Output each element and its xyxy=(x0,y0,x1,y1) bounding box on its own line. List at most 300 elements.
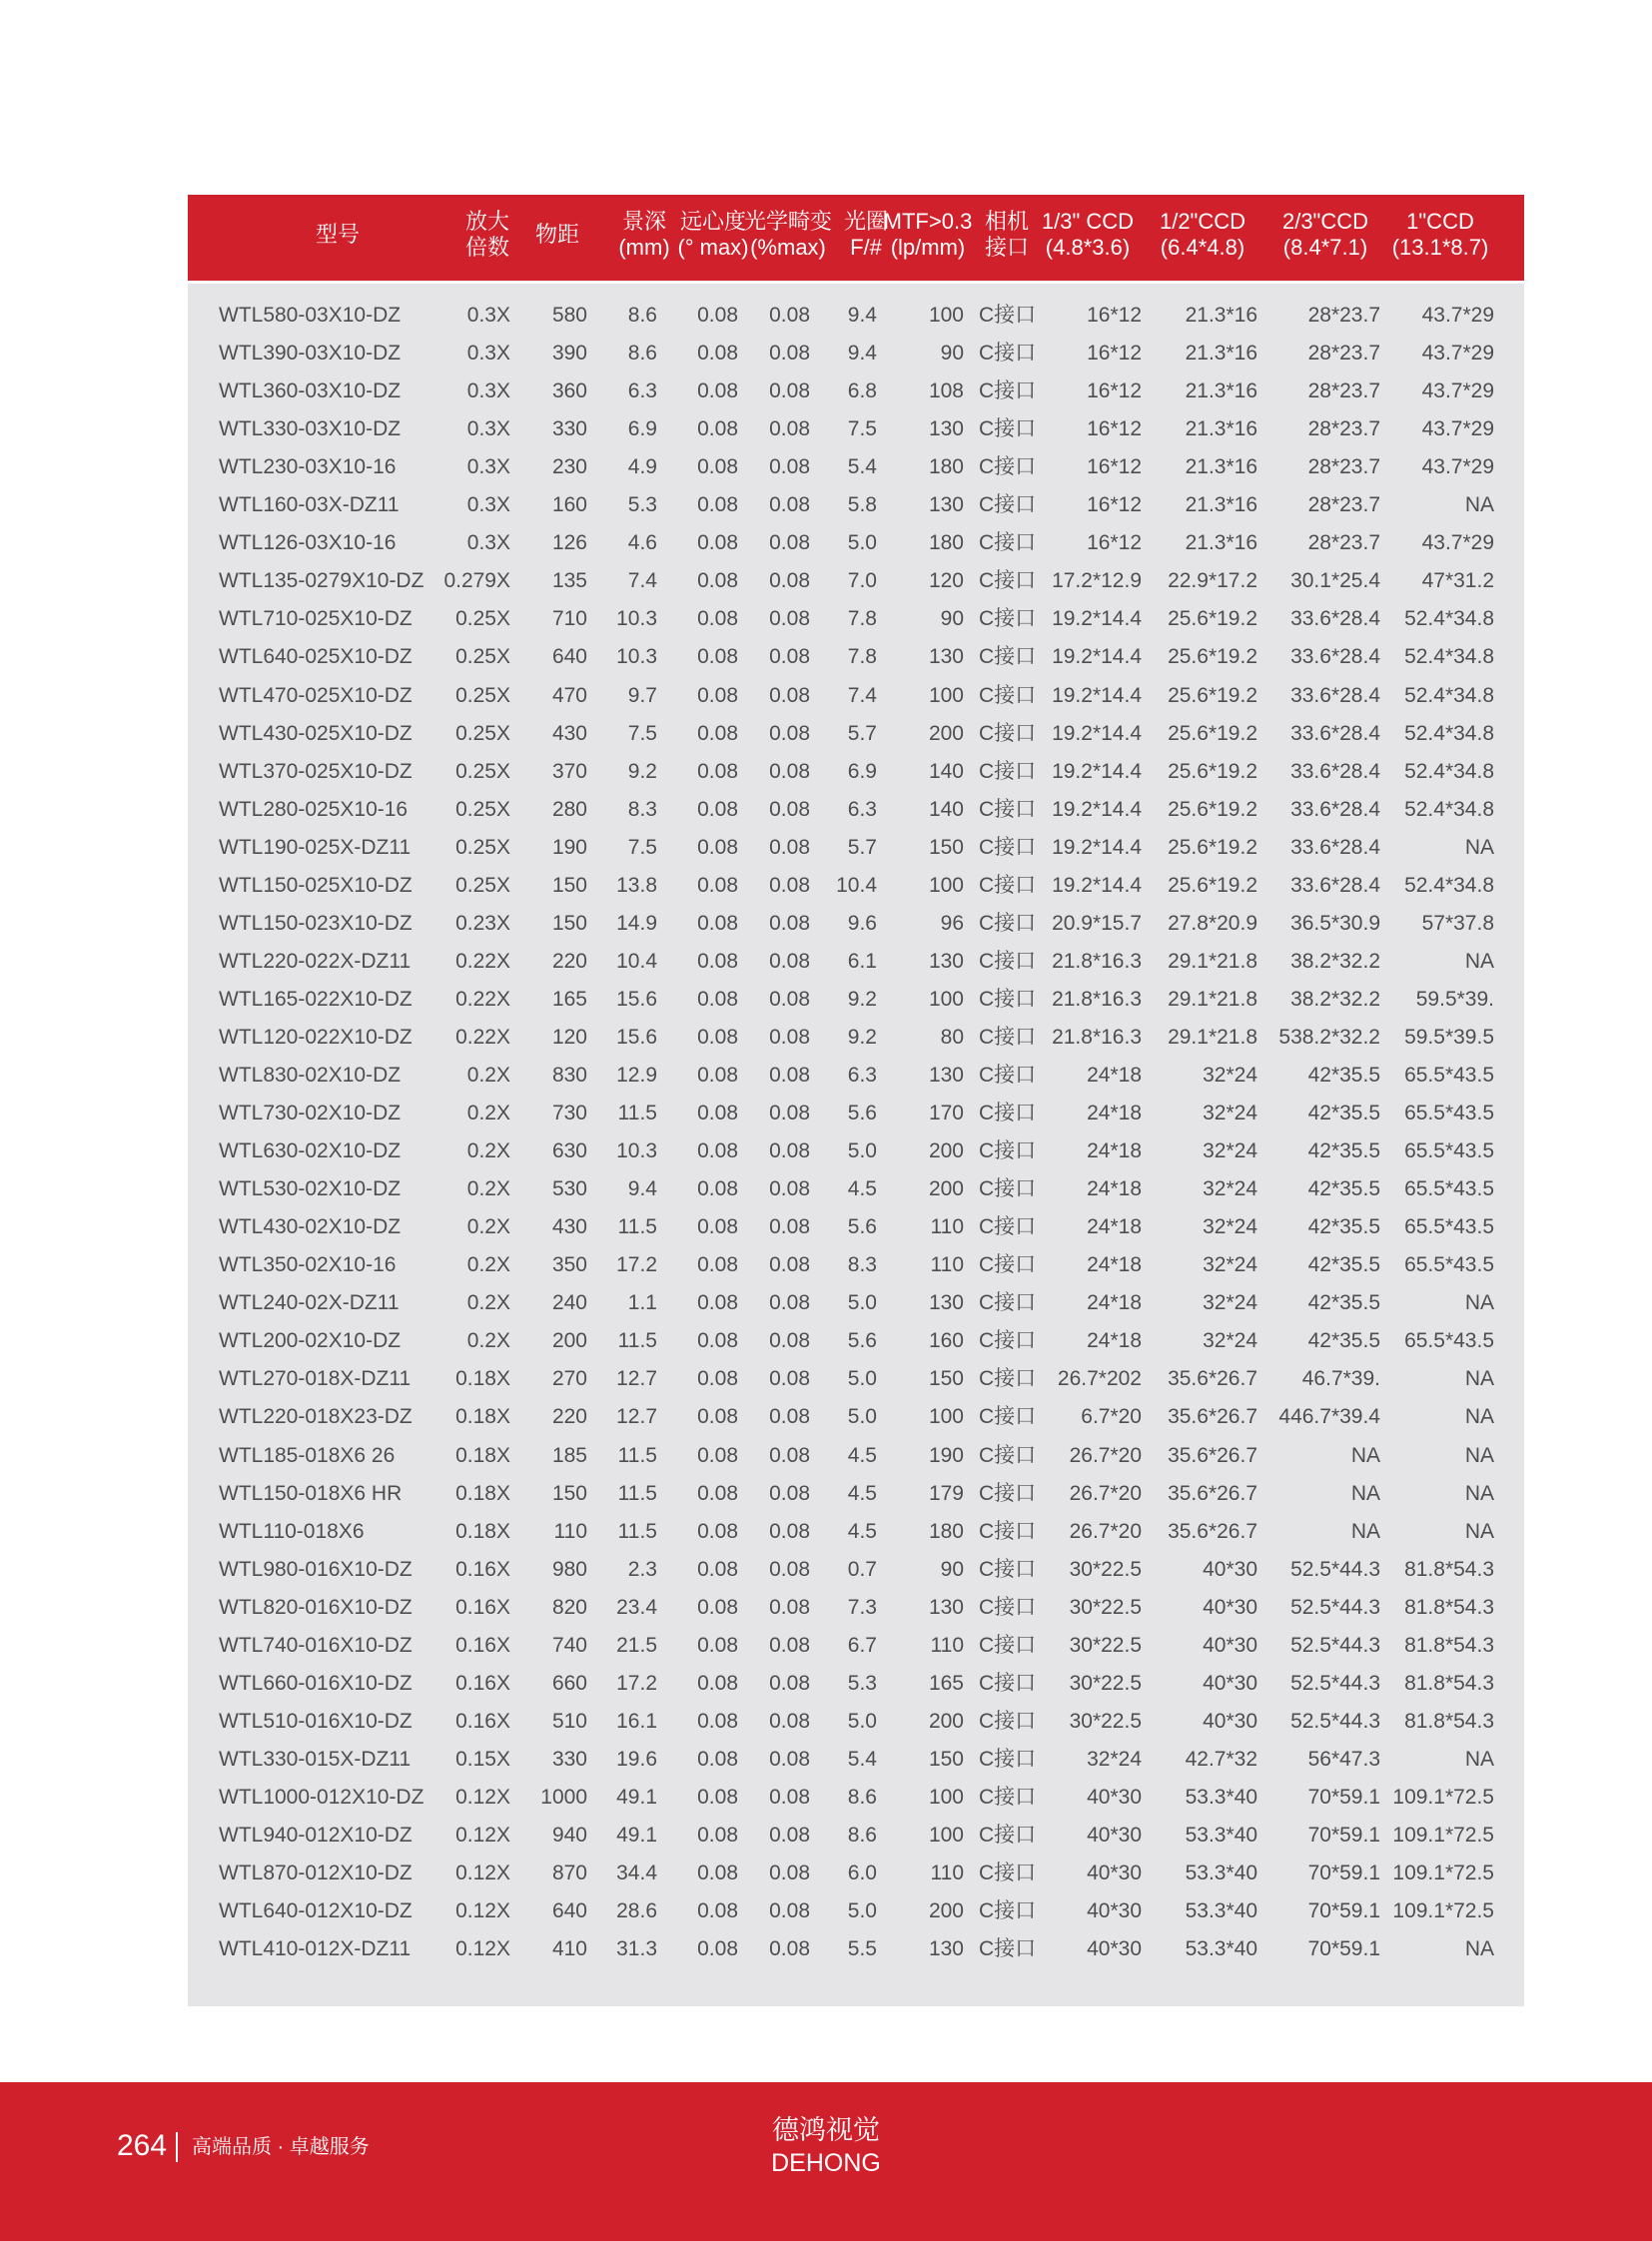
column-header-line2: (mm) xyxy=(618,235,670,260)
cell-ccd-1-2: 53.3*40 xyxy=(1185,1862,1257,1885)
cell-mtf: 90 xyxy=(940,1557,964,1581)
cell-camera-mount: C接口 xyxy=(979,683,1037,707)
table-row xyxy=(188,1398,1524,1436)
cell-aperture: 5.4 xyxy=(847,455,877,479)
cell-ccd-1: 52.4*34.8 xyxy=(1404,645,1494,669)
table-row xyxy=(188,1057,1524,1095)
cell-distortion: 0.08 xyxy=(769,1481,810,1505)
cell-telecentricity: 0.08 xyxy=(697,1671,738,1695)
cell-depth-of-field: 17.2 xyxy=(616,1671,657,1695)
cell-distortion: 0.08 xyxy=(769,1557,810,1581)
cell-ccd-1-3: 19.2*14.4 xyxy=(1052,759,1142,783)
cell-ccd-1-2: 29.1*21.8 xyxy=(1168,1025,1257,1049)
cell-model: WTL350-02X10-16 xyxy=(219,1253,397,1277)
column-header-ccd-1 xyxy=(1360,209,1520,261)
cell-depth-of-field: 6.3 xyxy=(627,379,657,403)
cell-depth-of-field: 34.4 xyxy=(616,1862,657,1885)
footer-tagline: 高端品质 · 卓越服务 xyxy=(176,2132,370,2162)
cell-ccd-1-2: 53.3*40 xyxy=(1185,1899,1257,1923)
cell-magnification: 0.2X xyxy=(466,1139,510,1163)
cell-ccd-1: 65.5*43.5 xyxy=(1404,1139,1494,1163)
cell-depth-of-field: 49.1 xyxy=(616,1824,657,1847)
cell-mtf: 130 xyxy=(928,417,964,441)
cell-working-distance: 530 xyxy=(551,1177,587,1201)
cell-mtf: 130 xyxy=(928,645,964,669)
cell-ccd-1-3: 30*22.5 xyxy=(1069,1709,1142,1733)
cell-ccd-1-2: 40*30 xyxy=(1203,1633,1257,1657)
cell-distortion: 0.08 xyxy=(769,493,810,517)
cell-ccd-1: NA xyxy=(1464,493,1494,517)
cell-ccd-1-3: 19.2*14.4 xyxy=(1052,835,1142,859)
cell-camera-mount: C接口 xyxy=(979,873,1037,897)
cell-ccd-1: 65.5*43.5 xyxy=(1404,1177,1494,1201)
cell-ccd-1-3: 40*30 xyxy=(1087,1899,1142,1923)
cell-mtf: 180 xyxy=(928,455,964,479)
cell-working-distance: 160 xyxy=(551,493,587,517)
cell-camera-mount: C接口 xyxy=(979,1102,1037,1125)
cell-ccd-1-2: 40*30 xyxy=(1203,1671,1257,1695)
cell-depth-of-field: 10.3 xyxy=(616,645,657,669)
cell-aperture: 5.6 xyxy=(847,1102,877,1125)
cell-magnification: 0.25X xyxy=(455,835,510,859)
table-row xyxy=(188,600,1524,638)
cell-depth-of-field: 6.9 xyxy=(627,417,657,441)
page-number: 264 xyxy=(117,2129,168,2162)
cell-ccd-1: 43.7*29 xyxy=(1421,531,1494,555)
cell-working-distance: 150 xyxy=(551,1481,587,1505)
cell-telecentricity: 0.08 xyxy=(697,379,738,403)
column-header-line2: (%max) xyxy=(750,235,826,260)
cell-model: WTL280-025X10-16 xyxy=(219,797,409,821)
cell-ccd-2-3: 38.2*32.2 xyxy=(1290,987,1380,1011)
cell-ccd-1-2: 35.6*26.7 xyxy=(1168,1481,1257,1505)
cell-ccd-2-3: 33.6*28.4 xyxy=(1290,721,1380,745)
table-row xyxy=(188,715,1524,753)
cell-aperture: 0.7 xyxy=(847,1557,877,1581)
cell-magnification: 0.25X xyxy=(455,645,510,669)
cell-model: WTL240-02X-DZ11 xyxy=(219,1291,400,1315)
cell-mtf: 100 xyxy=(928,1405,964,1429)
table-row xyxy=(188,1132,1524,1170)
cell-telecentricity: 0.08 xyxy=(697,1291,738,1315)
cell-telecentricity: 0.08 xyxy=(697,1253,738,1277)
cell-mtf: 96 xyxy=(940,911,964,935)
cell-ccd-1: 52.4*34.8 xyxy=(1404,797,1494,821)
cell-depth-of-field: 14.9 xyxy=(616,911,657,935)
cell-magnification: 0.3X xyxy=(466,493,510,517)
cell-model: WTL150-018X6 HR xyxy=(219,1481,403,1505)
cell-mtf: 200 xyxy=(928,1709,964,1733)
cell-ccd-2-3: 52.5*44.3 xyxy=(1290,1633,1380,1657)
cell-ccd-1-3: 32*24 xyxy=(1087,1747,1142,1771)
cell-camera-mount: C接口 xyxy=(979,1633,1037,1657)
cell-ccd-1-3: 30*22.5 xyxy=(1069,1671,1142,1695)
cell-ccd-1: 65.5*43.5 xyxy=(1404,1064,1494,1087)
cell-distortion: 0.08 xyxy=(769,1139,810,1163)
cell-working-distance: 980 xyxy=(551,1557,587,1581)
cell-ccd-2-3: 33.6*28.4 xyxy=(1290,683,1380,707)
cell-distortion: 0.08 xyxy=(769,1291,810,1315)
cell-ccd-1: 47*31.2 xyxy=(1421,569,1494,593)
cell-ccd-2-3: 42*35.5 xyxy=(1307,1291,1380,1315)
cell-ccd-2-3: 70*59.1 xyxy=(1307,1899,1380,1923)
cell-ccd-1: 52.4*34.8 xyxy=(1404,607,1494,631)
cell-ccd-1: 59.5*39.5 xyxy=(1404,1025,1494,1049)
cell-model: WTL710-025X10-DZ xyxy=(219,607,413,631)
cell-model: WTL270-018X-DZ11 xyxy=(219,1367,412,1391)
cell-working-distance: 270 xyxy=(551,1367,587,1391)
page-footer xyxy=(0,2082,1652,2241)
cell-ccd-1-2: 32*24 xyxy=(1203,1291,1257,1315)
cell-ccd-1: 81.8*54.3 xyxy=(1404,1557,1494,1581)
cell-ccd-1-3: 16*12 xyxy=(1087,493,1142,517)
cell-ccd-1: 43.7*29 xyxy=(1421,455,1494,479)
cell-ccd-1-3: 24*18 xyxy=(1087,1329,1142,1353)
cell-telecentricity: 0.08 xyxy=(697,873,738,897)
cell-camera-mount: C接口 xyxy=(979,911,1037,935)
cell-ccd-1-2: 53.3*40 xyxy=(1185,1824,1257,1847)
cell-aperture: 8.3 xyxy=(847,1253,877,1277)
column-header-line2: 接口 xyxy=(984,235,1029,260)
cell-magnification: 0.12X xyxy=(455,1824,510,1847)
cell-distortion: 0.08 xyxy=(769,1064,810,1087)
table-row xyxy=(188,905,1524,943)
cell-depth-of-field: 13.8 xyxy=(616,873,657,897)
cell-camera-mount: C接口 xyxy=(979,1139,1037,1163)
cell-model: WTL126-03X10-16 xyxy=(219,531,397,555)
cell-ccd-2-3: 30.1*25.4 xyxy=(1290,569,1380,593)
cell-camera-mount: C接口 xyxy=(979,1405,1037,1429)
table-row xyxy=(188,1817,1524,1855)
cell-aperture: 7.5 xyxy=(847,417,877,441)
cell-model: WTL200-02X10-DZ xyxy=(219,1329,402,1353)
cell-magnification: 0.2X xyxy=(466,1329,510,1353)
cell-aperture: 9.2 xyxy=(847,1025,877,1049)
cell-ccd-1-2: 40*30 xyxy=(1203,1557,1257,1581)
cell-ccd-1-2: 25.6*19.2 xyxy=(1168,835,1257,859)
cell-ccd-2-3: 42*35.5 xyxy=(1307,1139,1380,1163)
cell-depth-of-field: 12.7 xyxy=(616,1367,657,1391)
cell-aperture: 5.6 xyxy=(847,1329,877,1353)
column-header-model xyxy=(258,222,417,248)
cell-distortion: 0.08 xyxy=(769,1824,810,1847)
cell-model: WTL1000-012X10-DZ xyxy=(219,1785,424,1809)
cell-mtf: 180 xyxy=(928,531,964,555)
table-row xyxy=(188,1475,1524,1513)
cell-model: WTL220-018X23-DZ xyxy=(219,1405,413,1429)
cell-ccd-1-3: 19.2*14.4 xyxy=(1052,645,1142,669)
cell-distortion: 0.08 xyxy=(769,417,810,441)
cell-model: WTL330-015X-DZ11 xyxy=(219,1747,412,1771)
cell-ccd-1: NA xyxy=(1464,1367,1494,1391)
cell-telecentricity: 0.08 xyxy=(697,1481,738,1505)
cell-ccd-1-3: 26.7*20 xyxy=(1069,1443,1142,1467)
cell-distortion: 0.08 xyxy=(769,1367,810,1391)
cell-aperture: 4.5 xyxy=(847,1443,877,1467)
cell-aperture: 6.1 xyxy=(847,949,877,973)
cell-telecentricity: 0.08 xyxy=(697,607,738,631)
cell-telecentricity: 0.08 xyxy=(697,1329,738,1353)
cell-mtf: 200 xyxy=(928,721,964,745)
cell-ccd-2-3: 56*47.3 xyxy=(1307,1747,1380,1771)
cell-aperture: 4.5 xyxy=(847,1177,877,1201)
cell-distortion: 0.08 xyxy=(769,1747,810,1771)
cell-magnification: 0.2X xyxy=(466,1215,510,1239)
cell-telecentricity: 0.08 xyxy=(697,1747,738,1771)
cell-camera-mount: C接口 xyxy=(979,342,1037,366)
cell-aperture: 5.0 xyxy=(847,1367,877,1391)
cell-ccd-2-3: 52.5*44.3 xyxy=(1290,1671,1380,1695)
cell-depth-of-field: 19.6 xyxy=(616,1747,657,1771)
cell-ccd-2-3: 33.6*28.4 xyxy=(1290,835,1380,859)
cell-depth-of-field: 5.3 xyxy=(627,493,657,517)
cell-camera-mount: C接口 xyxy=(979,987,1037,1011)
cell-camera-mount: C接口 xyxy=(979,1367,1037,1391)
cell-distortion: 0.08 xyxy=(769,1025,810,1049)
cell-model: WTL580-03X10-DZ xyxy=(219,304,402,327)
cell-mtf: 130 xyxy=(928,1595,964,1619)
cell-ccd-1-3: 30*22.5 xyxy=(1069,1595,1142,1619)
cell-mtf: 200 xyxy=(928,1899,964,1923)
cell-aperture: 5.7 xyxy=(847,721,877,745)
cell-distortion: 0.08 xyxy=(769,455,810,479)
cell-ccd-1: NA xyxy=(1464,835,1494,859)
table-row xyxy=(188,638,1524,676)
cell-mtf: 130 xyxy=(928,493,964,517)
cell-telecentricity: 0.08 xyxy=(697,911,738,935)
cell-ccd-1-2: 25.6*19.2 xyxy=(1168,645,1257,669)
cell-ccd-1-2: 32*24 xyxy=(1203,1064,1257,1087)
cell-ccd-1-3: 16*12 xyxy=(1087,379,1142,403)
cell-ccd-1-2: 32*24 xyxy=(1203,1253,1257,1277)
cell-magnification: 0.16X xyxy=(455,1633,510,1657)
cell-ccd-2-3: 446.7*39.4 xyxy=(1278,1405,1380,1429)
cell-ccd-1: 52.4*34.8 xyxy=(1404,721,1494,745)
cell-telecentricity: 0.08 xyxy=(697,342,738,366)
column-header-line1: 1/3" CCD xyxy=(1041,209,1135,234)
cell-working-distance: 510 xyxy=(551,1709,587,1733)
cell-camera-mount: C接口 xyxy=(979,759,1037,783)
cell-ccd-2-3: 42*35.5 xyxy=(1307,1102,1380,1125)
table-body xyxy=(188,284,1524,2006)
cell-ccd-2-3: 33.6*28.4 xyxy=(1290,607,1380,631)
cell-aperture: 5.8 xyxy=(847,493,877,517)
cell-distortion: 0.08 xyxy=(769,835,810,859)
cell-aperture: 6.3 xyxy=(847,797,877,821)
cell-aperture: 5.0 xyxy=(847,1291,877,1315)
cell-ccd-2-3: NA xyxy=(1350,1519,1380,1543)
cell-magnification: 0.25X xyxy=(455,797,510,821)
cell-ccd-2-3: 28*23.7 xyxy=(1307,455,1380,479)
cell-aperture: 5.0 xyxy=(847,1405,877,1429)
cell-model: WTL370-025X10-DZ xyxy=(219,759,413,783)
cell-distortion: 0.08 xyxy=(769,797,810,821)
cell-ccd-1-2: 21.3*16 xyxy=(1185,455,1257,479)
cell-camera-mount: C接口 xyxy=(979,1709,1037,1733)
cell-aperture: 7.4 xyxy=(847,683,877,707)
cell-ccd-1-2: 32*24 xyxy=(1203,1102,1257,1125)
cell-model: WTL230-03X10-16 xyxy=(219,455,397,479)
column-header-line1: 物距 xyxy=(534,222,579,247)
cell-distortion: 0.08 xyxy=(769,911,810,935)
cell-model: WTL190-025X-DZ11 xyxy=(219,835,412,859)
cell-depth-of-field: 8.6 xyxy=(627,304,657,327)
cell-mtf: 110 xyxy=(930,1215,964,1239)
cell-magnification: 0.2X xyxy=(466,1177,510,1201)
cell-working-distance: 360 xyxy=(551,379,587,403)
table-row xyxy=(188,1095,1524,1132)
cell-mtf: 110 xyxy=(930,1253,964,1277)
cell-ccd-1: 43.7*29 xyxy=(1421,417,1494,441)
cell-working-distance: 220 xyxy=(551,1405,587,1429)
column-header-line1: 远心度 xyxy=(679,209,746,234)
cell-working-distance: 220 xyxy=(551,949,587,973)
cell-ccd-1-3: 24*18 xyxy=(1087,1291,1142,1315)
cell-ccd-1: NA xyxy=(1464,1747,1494,1771)
cell-depth-of-field: 7.5 xyxy=(627,721,657,745)
cell-ccd-1: NA xyxy=(1464,1481,1494,1505)
table-row xyxy=(188,753,1524,791)
cell-model: WTL185-018X6 26 xyxy=(219,1443,396,1467)
cell-ccd-2-3: 33.6*28.4 xyxy=(1290,645,1380,669)
cell-ccd-1-2: 53.3*40 xyxy=(1185,1937,1257,1961)
cell-ccd-1: 109.1*72.5 xyxy=(1392,1899,1494,1923)
cell-mtf: 140 xyxy=(928,797,964,821)
cell-depth-of-field: 7.4 xyxy=(627,569,657,593)
cell-magnification: 0.25X xyxy=(455,721,510,745)
cell-ccd-2-3: 52.5*44.3 xyxy=(1290,1595,1380,1619)
cell-ccd-1: 52.4*34.8 xyxy=(1404,873,1494,897)
cell-ccd-1-2: 40*30 xyxy=(1203,1595,1257,1619)
cell-camera-mount: C接口 xyxy=(979,1557,1037,1581)
table-row xyxy=(188,297,1524,335)
cell-ccd-1-2: 21.3*16 xyxy=(1185,304,1257,327)
table-row xyxy=(188,524,1524,562)
table-row xyxy=(188,1551,1524,1589)
cell-mtf: 100 xyxy=(928,683,964,707)
table-row xyxy=(188,1246,1524,1284)
cell-camera-mount: C接口 xyxy=(979,304,1037,327)
cell-magnification: 0.15X xyxy=(455,1747,510,1771)
cell-ccd-1: 65.5*43.5 xyxy=(1404,1102,1494,1125)
cell-ccd-2-3: 33.6*28.4 xyxy=(1290,873,1380,897)
cell-telecentricity: 0.08 xyxy=(697,1367,738,1391)
cell-ccd-1-2: 22.9*17.2 xyxy=(1168,569,1257,593)
cell-aperture: 8.6 xyxy=(847,1785,877,1809)
cell-ccd-1: NA xyxy=(1464,1291,1494,1315)
brand-name-en: DEHONG xyxy=(771,2149,881,2177)
cell-model: WTL360-03X10-DZ xyxy=(219,379,402,403)
cell-magnification: 0.16X xyxy=(455,1557,510,1581)
cell-aperture: 6.0 xyxy=(847,1862,877,1885)
cell-aperture: 5.0 xyxy=(847,1899,877,1923)
cell-ccd-1-2: 42.7*32 xyxy=(1185,1747,1257,1771)
cell-working-distance: 330 xyxy=(551,417,587,441)
cell-telecentricity: 0.08 xyxy=(697,835,738,859)
cell-ccd-2-3: 42*35.5 xyxy=(1307,1253,1380,1277)
cell-magnification: 0.25X xyxy=(455,759,510,783)
cell-mtf: 160 xyxy=(928,1329,964,1353)
table-row xyxy=(188,867,1524,905)
cell-telecentricity: 0.08 xyxy=(697,949,738,973)
cell-magnification: 0.18X xyxy=(455,1367,510,1391)
cell-ccd-1: 65.5*43.5 xyxy=(1404,1253,1494,1277)
cell-working-distance: 640 xyxy=(551,645,587,669)
cell-working-distance: 126 xyxy=(551,531,587,555)
cell-working-distance: 630 xyxy=(551,1139,587,1163)
cell-telecentricity: 0.08 xyxy=(697,1405,738,1429)
cell-mtf: 200 xyxy=(928,1177,964,1201)
cell-mtf: 180 xyxy=(928,1519,964,1543)
cell-camera-mount: C接口 xyxy=(979,1785,1037,1809)
cell-camera-mount: C接口 xyxy=(979,797,1037,821)
cell-magnification: 0.22X xyxy=(455,987,510,1011)
cell-model: WTL830-02X10-DZ xyxy=(219,1064,402,1087)
cell-ccd-1-2: 35.6*26.7 xyxy=(1168,1443,1257,1467)
column-header-line1: 2/3"CCD xyxy=(1281,209,1369,234)
cell-camera-mount: C接口 xyxy=(979,531,1037,555)
table-row xyxy=(188,1437,1524,1475)
cell-camera-mount: C接口 xyxy=(979,1253,1037,1277)
cell-mtf: 110 xyxy=(930,1633,964,1657)
cell-distortion: 0.08 xyxy=(769,1862,810,1885)
cell-ccd-1: 52.4*34.8 xyxy=(1404,759,1494,783)
cell-magnification: 0.12X xyxy=(455,1937,510,1961)
cell-camera-mount: C接口 xyxy=(979,1519,1037,1543)
cell-distortion: 0.08 xyxy=(769,721,810,745)
table-row xyxy=(188,1855,1524,1892)
cell-aperture: 5.0 xyxy=(847,1709,877,1733)
cell-ccd-1-2: 32*24 xyxy=(1203,1329,1257,1353)
cell-camera-mount: C接口 xyxy=(979,1899,1037,1923)
cell-model: WTL870-012X10-DZ xyxy=(219,1862,413,1885)
cell-depth-of-field: 10.3 xyxy=(616,1139,657,1163)
cell-depth-of-field: 8.3 xyxy=(627,797,657,821)
cell-camera-mount: C接口 xyxy=(979,835,1037,859)
cell-depth-of-field: 11.5 xyxy=(617,1443,657,1467)
cell-working-distance: 150 xyxy=(551,873,587,897)
cell-working-distance: 820 xyxy=(551,1595,587,1619)
cell-magnification: 0.12X xyxy=(455,1785,510,1809)
cell-mtf: 130 xyxy=(928,1291,964,1315)
cell-telecentricity: 0.08 xyxy=(697,1177,738,1201)
cell-ccd-1-3: 20.9*15.7 xyxy=(1052,911,1142,935)
cell-depth-of-field: 16.1 xyxy=(616,1709,657,1733)
cell-magnification: 0.18X xyxy=(455,1405,510,1429)
cell-magnification: 0.3X xyxy=(466,417,510,441)
cell-ccd-1: NA xyxy=(1464,1405,1494,1429)
cell-aperture: 9.4 xyxy=(847,304,877,327)
cell-telecentricity: 0.08 xyxy=(697,1139,738,1163)
cell-magnification: 0.18X xyxy=(455,1519,510,1543)
cell-distortion: 0.08 xyxy=(769,1519,810,1543)
cell-camera-mount: C接口 xyxy=(979,1177,1037,1201)
cell-distortion: 0.08 xyxy=(769,531,810,555)
cell-aperture: 5.7 xyxy=(847,835,877,859)
cell-mtf: 150 xyxy=(928,1367,964,1391)
cell-aperture: 6.9 xyxy=(847,759,877,783)
cell-telecentricity: 0.08 xyxy=(697,683,738,707)
cell-ccd-1-2: 32*24 xyxy=(1203,1177,1257,1201)
cell-telecentricity: 0.08 xyxy=(697,304,738,327)
table-row xyxy=(188,486,1524,524)
cell-magnification: 0.3X xyxy=(466,342,510,366)
table-row xyxy=(188,1284,1524,1322)
cell-depth-of-field: 9.4 xyxy=(627,1177,657,1201)
cell-mtf: 100 xyxy=(928,304,964,327)
cell-ccd-1: 59.5*39. xyxy=(1415,987,1494,1011)
cell-magnification: 0.2X xyxy=(466,1102,510,1125)
